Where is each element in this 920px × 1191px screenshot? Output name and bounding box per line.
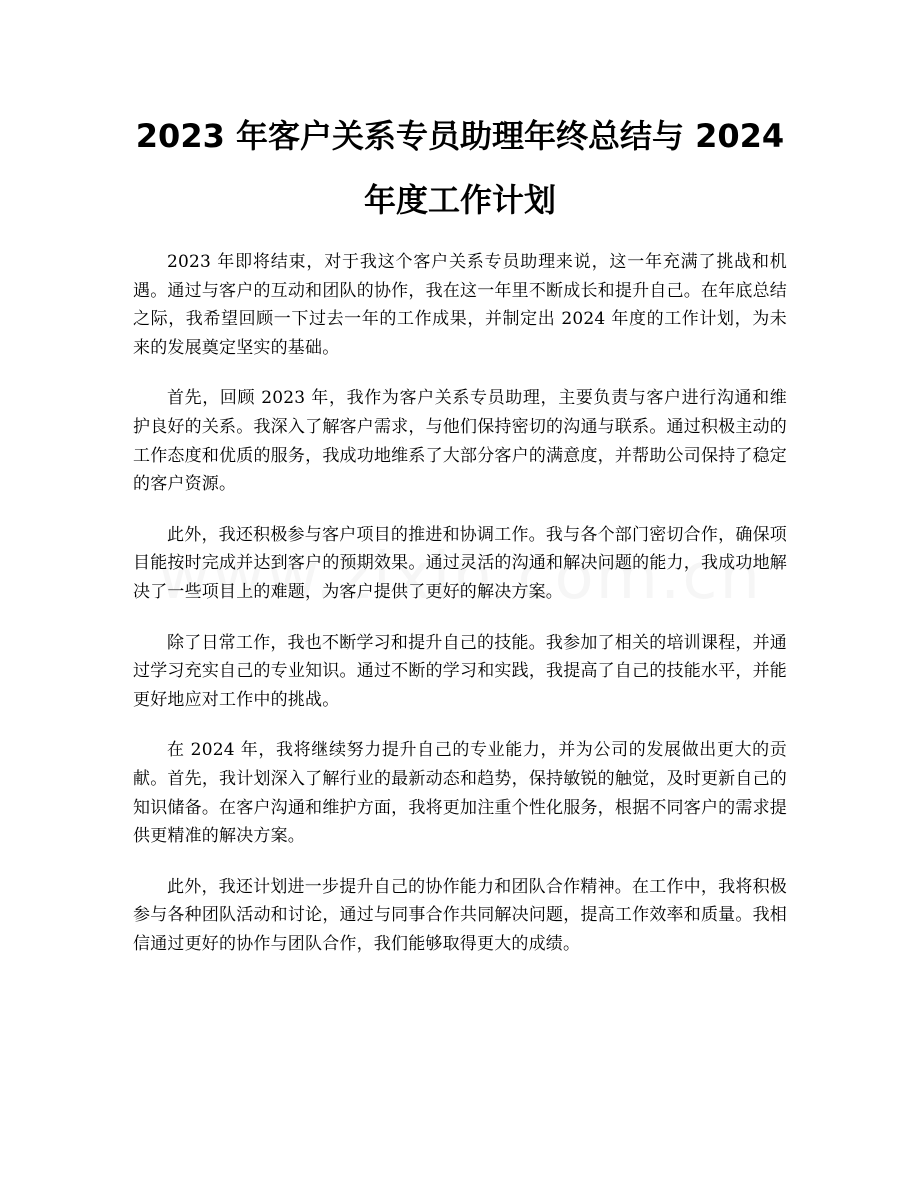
paragraph-5: 在 2024 年，我将继续努力提升自己的专业能力，并为公司的发展做出更大的贡献。首先，我计划深入了解行业的最新动态和趋势，保持敏锐的触觉，及时更新自己的知识储备。在客户沟通和维护方面，我将更加注重个性化服务，根据不同客户的需求提供更精准的解决方案。 <box>133 740 787 847</box>
paragraph-6: 此外，我还计划进一步提升自己的协作能力和团队合作精神。在工作中，我将积极参与各种团队活动和讨论，通过与同事合作共同解决问题，提高工作效率和质量。我相信通过更好的协作与团队合作，我们能够取得更大的成绩。 <box>133 876 787 954</box>
paragraph-4: 除了日常工作，我也不断学习和提升自己的技能。我参加了相关的培训课程，并通过学习充实自己的专业知识。通过不断的学习和实践，我提高了自己的技能水平，并能更好地应对工作中的挑战。 <box>133 632 787 710</box>
document-body <box>133 248 787 980</box>
title-line-2: 年度工作计划 <box>363 181 556 219</box>
paragraph-2: 首先，回顾 2023 年，我作为客户关系专员助理，主要负责与客户进行沟通和维护良好的关系。我深入了解客户需求，与他们保持密切的沟通与联系。通过积极主动的工作态度和优质的服务，我成功地维系了大部分客户的满意度，并帮助公司保持了稳定的客户资源。 <box>133 388 787 495</box>
title-line-1: 2023 年客户关系专员助理年终总结与 2024 <box>135 117 785 155</box>
paragraph-1: 2023 年即将结束，对于我这个客户关系专员助理来说，这一年充满了挑战和机遇。通过与客户的互动和团队的协作，我在这一年里不断成长和提升自己。在年底总结之际，我希望回顾一下过去一年的工作成果，并制定出 2024 年度的工作计划，为未来的发展奠定坚实的基础。 <box>133 252 787 358</box>
paragraph-3: 此外，我还积极参与客户项目的推进和协调工作。我与各个部门密切合作，确保项目能按时完成并达到客户的预期效果。通过灵活的沟通和解决问题的能力，我成功地解决了一些项目上的难题，为客户提供了更好的解决方案。 <box>133 524 787 602</box>
document-title <box>100 104 820 232</box>
